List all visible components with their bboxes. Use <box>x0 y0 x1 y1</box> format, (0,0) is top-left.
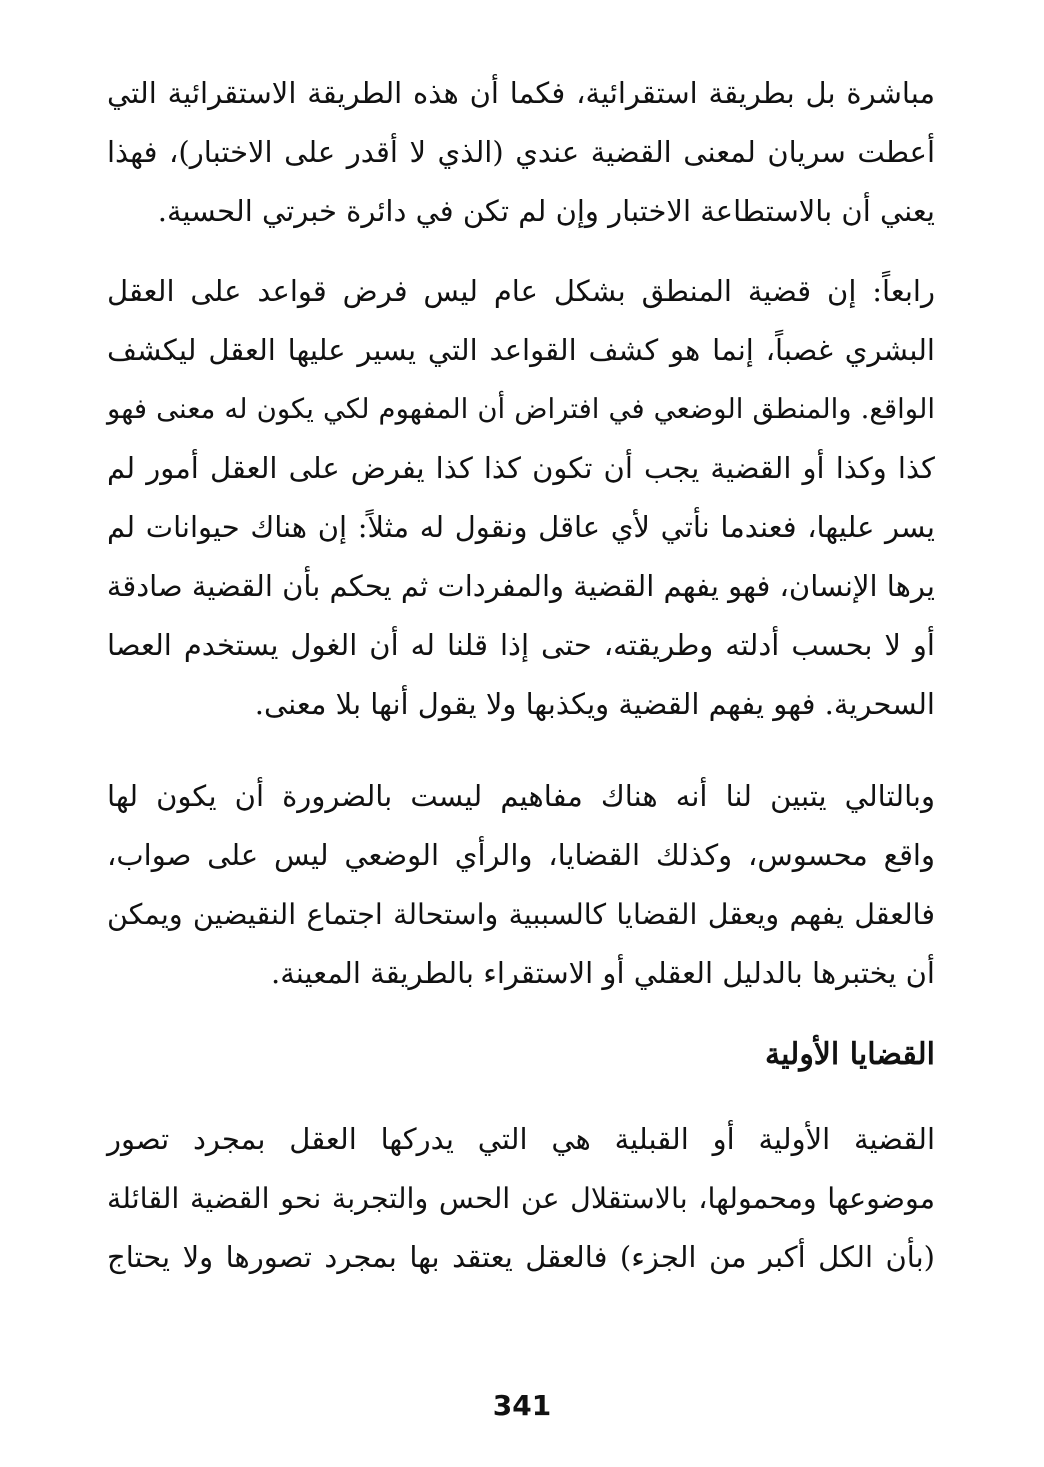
text-line: مباشرة بل بطريقة استقرائية، فكما أن هذه الطريقة الاستقرائية التي <box>107 76 935 110</box>
text-line: فالعقل يفهم ويعقل القضايا كالسببية واستحالة اجتماع النقيضين ويمكن <box>107 898 935 931</box>
text-line: الواقع. والمنطق الوضعي في افتراض أن المفهوم لكي يكون له معنى فهو <box>107 393 935 425</box>
text-line: السحرية. فهو يفهم القضية ويكذبها ولا يقول أنها بلا معنى. <box>254 687 935 721</box>
text-line: يسر عليها، فعندما نأتي لأي عاقل ونقول له مثلاً: إن هناك حيوانات لم <box>107 510 935 544</box>
paragraph-conclusion <box>107 767 935 1003</box>
paragraph-primary-propositions <box>107 1110 935 1287</box>
text-line: واقع محسوس، وكذلك القضايا، والرأي الوضعي ليس على صواب، <box>107 838 935 872</box>
paragraph-fourthly <box>107 262 935 734</box>
text-line: أو لا بحسب أدلته وطريقته، حتى إذا قلنا له أن الغول يستخدم العصا <box>107 628 935 662</box>
paragraph-continuation <box>107 64 935 241</box>
page-number: 341 <box>492 1389 552 1422</box>
text-line: القضية الأولية أو القبلية هي التي يدركها العقل بمجرد تصور <box>107 1122 935 1156</box>
text-line: (بأن الكل أكبر من الجزء) فالعقل يعتقد بها بمجرد تصورها ولا يحتاج <box>107 1240 935 1274</box>
text-line: البشري غصباً، إنما هو كشف القواعد التي يسير عليها العقل ليكشف <box>107 333 935 367</box>
text-line: يرها الإنسان، فهو يفهم القضية والمفردات ثم يحكم بأن القضية صادقة <box>106 569 935 603</box>
text-line: أن يختبرها بالدليل العقلي أو الاستقراء بالطريقة المعينة. <box>271 956 935 990</box>
section-heading: القضايا الأولية <box>765 1037 935 1072</box>
text-line: رابعاً: إن قضية المنطق بشكل عام ليس فرض قواعد على العقل <box>107 274 935 308</box>
text-line: موضوعها ومحمولها، بالاستقلال عن الحس والتجربة نحو القضية القائلة <box>107 1182 935 1215</box>
text-line: يعني أن بالاستطاعة الاختبار وإن لم تكن في دائرة خبرتي الحسية. <box>157 194 935 228</box>
text-line: أعطت سريان لمعنى القضية عندي (الذي لا أقدر على الاختبار)، فهذا <box>107 135 936 169</box>
text-line: وبالتالي يتبين لنا أنه هناك مفاهيم ليست بالضرورة أن يكون لها <box>107 779 935 813</box>
text-line: كذا وكذا أو القضية يجب أن تكون كذا كذا يفرض على العقل أمور لم <box>107 451 935 485</box>
